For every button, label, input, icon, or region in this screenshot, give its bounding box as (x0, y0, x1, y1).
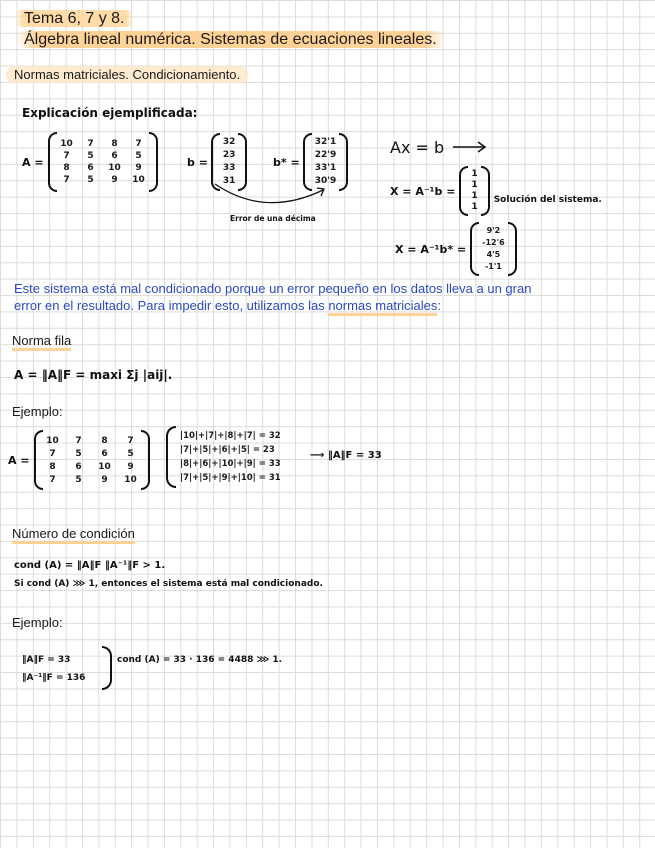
highlight-normas: normas matriciales (328, 298, 437, 316)
matrix-cell: 5 (87, 151, 94, 161)
cond-note: Si cond (A) ⋙ 1, entonces el sistema está mal condicionado. (14, 579, 323, 589)
matrix-cell: 8 (111, 139, 118, 149)
matrix-cell: 9 (135, 163, 142, 173)
row-sum: |8|+|6|+|10|+|9| = 33 (180, 459, 281, 469)
left-paren (48, 132, 57, 192)
vector-entry: 33'1 (314, 163, 337, 173)
matrix-cell: 8 (101, 435, 108, 446)
x-equation: X = A⁻¹b = (390, 184, 456, 198)
paragraph-line-2: error en el resultado. Para impedir esto, utilizamos las normas matriciales: (14, 297, 531, 314)
right-paren (481, 166, 490, 216)
cond-result: cond (A) = 33 · 136 = 4488 ⋙ 1. (117, 655, 283, 665)
left-paren (34, 430, 43, 490)
left-paren (470, 222, 479, 276)
norms-list (22, 651, 85, 687)
matrix-cell: 10 (98, 461, 111, 472)
curved-arrow-icon (205, 180, 345, 216)
matrix-cell: 6 (101, 448, 108, 459)
matrix-cell: 6 (87, 163, 94, 173)
matrix-cell: 5 (75, 474, 82, 485)
vector-entry: 1 (471, 202, 478, 212)
matrix-a (43, 436, 141, 485)
row-sums-block (166, 426, 281, 488)
matrix-cell: 6 (111, 151, 118, 161)
solution-block (390, 166, 602, 216)
row-sum: |7|+|5|+|6|+|5| = 23 (180, 445, 275, 455)
vector-entry: 9'2 (486, 226, 501, 235)
norm-ainv: ‖A⁻¹‖F = 136 (22, 673, 86, 683)
norma-fila-formula: A = ‖A‖F = maxi Σj |aij|. (14, 368, 173, 382)
matrix-cell: 5 (127, 448, 134, 459)
matrix-cell: 7 (75, 435, 82, 446)
topic-title: Tema 6, 7 y 8. (16, 10, 133, 28)
matrix-cell: 10 (124, 474, 137, 485)
matrix-cell: 8 (63, 163, 70, 173)
matrix-cell: 5 (75, 448, 82, 459)
paragraph-line-1: Este sistema está mal condicionado porque un error pequeño en los datos lleva a un gran (14, 281, 532, 296)
right-brace (102, 646, 112, 690)
matrix-cell: 7 (49, 474, 56, 485)
matrix-cell: 7 (63, 175, 70, 185)
vector-entry: 1 (471, 169, 478, 179)
matrix-cell: 7 (63, 151, 70, 161)
vector-entry: 23 (222, 150, 236, 160)
right-paren (508, 222, 517, 276)
section-title: Normas matriciales. Condicionamiento. (6, 67, 248, 82)
matrix-cell: 7 (49, 448, 56, 459)
vector-entry: -12'6 (482, 238, 505, 247)
matrix-a-block (22, 132, 158, 192)
vector-bstar-label: b* = (273, 155, 300, 169)
vector-entry: 1 (471, 191, 478, 201)
vector-entry: 4'5 (486, 250, 501, 259)
cond-formula: cond (A) = ‖A‖F ‖A⁻¹‖F > 1. (14, 560, 166, 571)
vector-entry: 30'9 (314, 176, 337, 186)
matrix-cell: 9 (111, 175, 118, 185)
xstar-equation: X = A⁻¹b* = (395, 242, 467, 256)
vector-x (468, 169, 480, 213)
vector-entry: 22'9 (314, 150, 337, 160)
vector-entry: 33 (222, 163, 236, 173)
numero-condicion-heading: Número de condición (12, 526, 135, 541)
norma-fila-heading: Norma fila (12, 333, 71, 348)
norms-brace (102, 646, 112, 690)
right-paren (141, 430, 150, 490)
row-sum: |10|+|7|+|8|+|7| = 32 (180, 431, 281, 441)
matrix-cell: 10 (132, 175, 145, 185)
left-brace (166, 426, 176, 488)
ejemplo-2-heading: Ejemplo: (12, 615, 63, 630)
vector-xstar (479, 225, 507, 273)
matrix-cell: 9 (127, 461, 134, 472)
left-paren (459, 166, 468, 216)
vector-entry: -1'1 (484, 262, 502, 271)
arrow-right-icon (452, 140, 488, 154)
vector-entry: 31 (222, 176, 236, 186)
page-title: Álgebra lineal numérica. Sistemas de ecuaciones lineales. (16, 31, 445, 49)
matrix-cell: 6 (75, 461, 82, 472)
solution-label: Solución del sistema. (493, 195, 602, 205)
vector-b-label: b = (187, 155, 208, 169)
norm-result: ⟶ ‖A‖F = 33 (310, 450, 382, 461)
ejemplo-1-matrix-block (8, 430, 150, 490)
matrix-cell: 8 (49, 461, 56, 472)
explanation-heading: Explicación ejemplificada: (22, 106, 198, 120)
solution-star-block (395, 222, 517, 276)
vector-entry: 32 (222, 137, 236, 147)
error-note: Error de una décima (230, 214, 316, 223)
right-paren (149, 132, 158, 192)
row-sum: |7|+|5|+|9|+|10| = 31 (180, 473, 281, 483)
ejemplo-1-heading: Ejemplo: (12, 404, 63, 419)
row-sums-list (180, 429, 281, 485)
ax-equation: Ax = b (390, 138, 445, 157)
norm-a: ‖A‖F = 33 (22, 655, 71, 665)
matrix-cell: 7 (127, 435, 134, 446)
vector-entry: 32'1 (314, 137, 337, 147)
explanation-paragraph (14, 280, 531, 314)
matrix-cell: 10 (46, 435, 59, 446)
matrix-a (57, 139, 149, 185)
matrix-cell: 5 (135, 151, 142, 161)
matrix-cell: 10 (108, 163, 121, 173)
vector-entry: 1 (471, 180, 478, 190)
matrix-a-label: A = (22, 155, 44, 169)
matrix-cell: 10 (60, 139, 73, 149)
matrix-cell: 7 (87, 139, 94, 149)
matrix-cell: 9 (101, 474, 108, 485)
matrix-cell: 7 (135, 139, 142, 149)
matrix-a-label: A = (8, 453, 30, 467)
matrix-cell: 5 (87, 175, 94, 185)
